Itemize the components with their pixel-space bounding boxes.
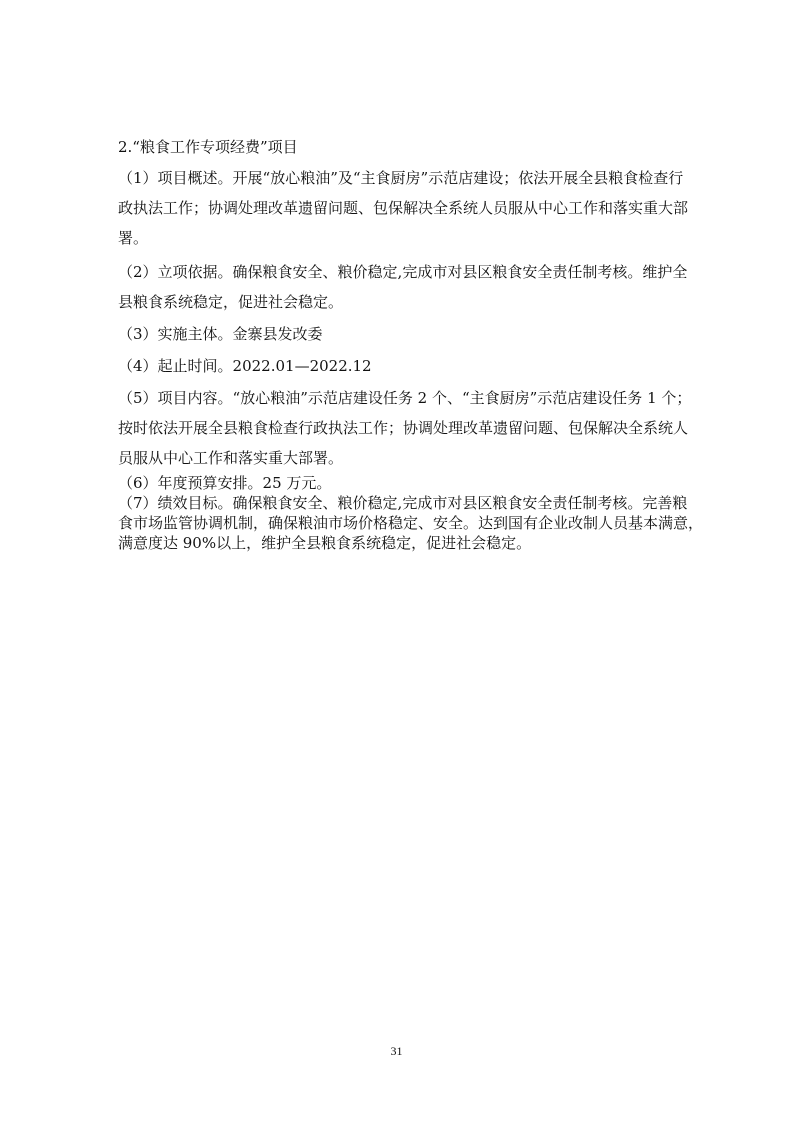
paragraph-line: （5）项目内容。“放心粮油”示范店建设任务 2 个、“主食厨房”示范店建设任务 1 个； (118, 389, 692, 407)
item-project-overview (118, 163, 689, 253)
paragraph-line: 署。 (118, 229, 149, 247)
item-project-basis (118, 257, 688, 317)
paragraph-line: 满意度达 90%以上，维护全县粮食系统稳定，促进社会稳定。 (118, 534, 532, 552)
paragraph-line: （7）绩效目标。确保粮食安全、粮价稳定,完成市对县区粮食安全责任制考核。完善粮 (118, 494, 688, 512)
paragraph-line: 员服从中心工作和落实重大部署。 (118, 449, 344, 467)
page-number: 31 (390, 1044, 403, 1058)
paragraph-line: （2）立项依据。确保粮食安全、粮价稳定,完成市对县区粮食安全责任制考核。维护全 (118, 263, 688, 281)
item-annual-budget (118, 473, 678, 493)
paragraph-line: 食市场监管协调机制，确保粮油市场价格稳定、安全。达到国有企业改制人员基本满意， (118, 514, 704, 532)
item-implementing-entity (118, 319, 678, 349)
section-heading: 2.“粮食工作专项经费”项目 (118, 138, 298, 156)
paragraph-line: 按时依法开展全县粮食检查行政执法工作；协调处理改革遗留问题、包保解决全系统人 (118, 419, 689, 437)
item-performance-goal (118, 493, 704, 553)
item-time-period (118, 351, 678, 381)
item-project-content (118, 383, 692, 473)
paragraph-line: （3）实施主体。金寨县发改委 (118, 325, 323, 343)
paragraph-line: （6）年度预算安排。25 万元。 (118, 474, 332, 492)
paragraph-line: 县粮食系统稳定，促进社会稳定。 (118, 293, 344, 311)
paragraph-line: 政执法工作；协调处理改革遗留问题、包保解决全系统人员服从中心工作和落实重大部 (118, 199, 689, 217)
document-body (118, 137, 704, 553)
paragraph-line: （4）起止时间。2022.01—2022.12 (118, 357, 372, 375)
paragraph-line: （1）项目概述。开展“放心粮油”及“主食厨房”示范店建设；依法开展全县粮食检查行 (118, 169, 684, 187)
